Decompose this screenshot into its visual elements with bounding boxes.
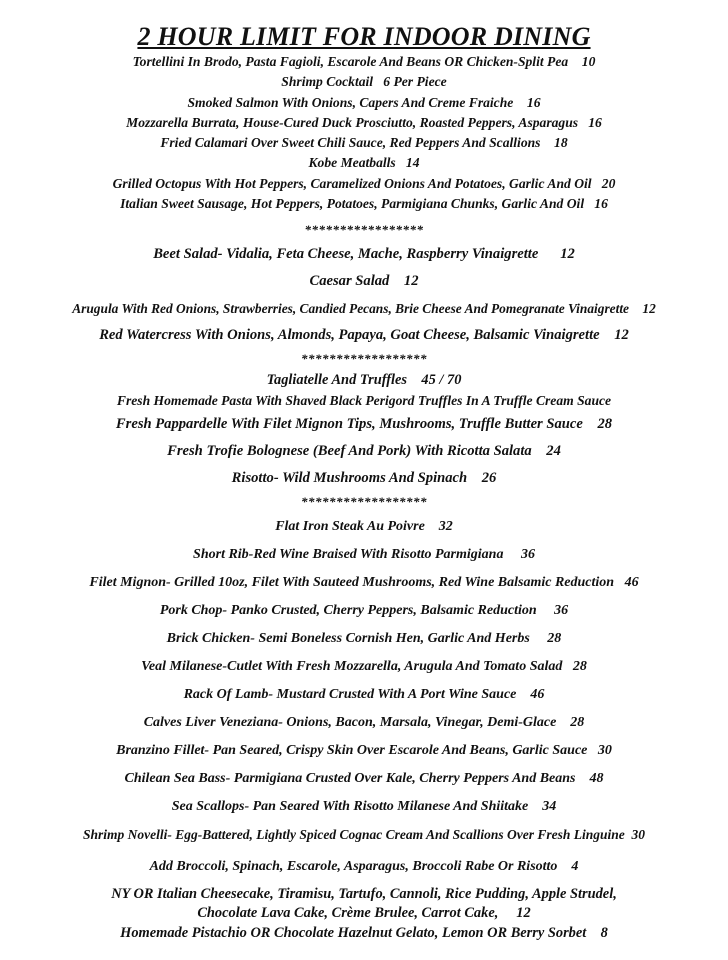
menu-item-red-watercress: Red Watercress With Onions, Almonds, Papaya, Goat Cheese, Balsamic Vinaigrette 12	[99, 326, 629, 343]
menu-item-sea-scallops: Sea Scallops- Pan Seared With Risotto Milanese And Shiitake 34	[171, 798, 557, 814]
menu-item-rack-of-lamb: Rack Of Lamb- Mustard Crusted With A Port Wine Sauce 46	[183, 686, 545, 702]
pasta-section	[0, 369, 728, 492]
menu-item-sides: Add Broccoli, Spinach, Escarole, Asparagus, Broccoli Rabe Or Risotto 4	[149, 858, 579, 874]
menu-item-tagliatelle-truffles: Tagliatelle And Truffles 45 / 70	[266, 371, 462, 388]
menu-item-calves-liver: Calves Liver Veneziana- Onions, Bacon, Marsala, Vinegar, Demi-Glace 28	[143, 714, 585, 730]
menu-item-kobe-meatballs: Kobe Meatballs 14	[308, 155, 420, 171]
menu-item-branzino: Branzino Fillet- Pan Seared, Crispy Skin Over Escarole And Beans, Garlic Sauce 30	[116, 742, 612, 758]
page-title: 2 HOUR LIMIT FOR INDOOR DINING	[137, 22, 591, 51]
menu-item-flat-iron-steak: Flat Iron Steak Au Poivre 32	[275, 518, 453, 534]
separator: ******************	[301, 350, 427, 366]
menu-item-caesar-salad: Caesar Salad 12	[309, 272, 419, 289]
menu-item-soups: Tortellini In Brodo, Pasta Fagioli, Escarole And Beans OR Chicken-Split Pea 10	[132, 54, 596, 69]
menu-item-filet-mignon: Filet Mignon- Grilled 10oz, Filet With Sauteed Mushrooms, Red Wine Balsamic Reduction 46	[89, 574, 639, 590]
menu-item-desserts: NY OR Italian Cheesecake, Tiramisu, Tartufo, Cannoli, Rice Pudding, Apple Strudel,	[111, 885, 617, 902]
menu-item-shrimp-novelli: Shrimp Novelli- Egg-Battered, Lightly Spiced Cognac Cream And Scallions Over Fresh Linguine 30	[82, 826, 646, 842]
menu-item-brick-chicken: Brick Chicken- Semi Boneless Cornish Hen, Garlic And Herbs 28	[166, 630, 562, 646]
menu-item-fried-calamari: Fried Calamari Over Sweet Chili Sauce, Red Peppers And Scallions 18	[160, 135, 568, 151]
menu-item-smoked-salmon: Smoked Salmon With Onions, Capers And Creme Fraiche 16	[187, 94, 541, 110]
menu-item-gelato-sorbet: Homemade Pistachio OR Chocolate Hazelnut Gelato, Lemon OR Berry Sorbet 8	[120, 924, 608, 941]
menu-item-pappardelle: Fresh Pappardelle With Filet Mignon Tips, Mushrooms, Truffle Butter Sauce 28	[115, 416, 613, 433]
menu-item-short-rib: Short Rib-Red Wine Braised With Risotto Parmigiana 36	[193, 546, 535, 562]
separator: ******************	[301, 494, 427, 510]
menu-item-mozzarella-burrata: Mozzarella Burrata, House-Cured Duck Prosciutto, Roasted Peppers, Asparagus 16	[126, 114, 602, 130]
menu-item-italian-sausage: Italian Sweet Sausage, Hot Peppers, Potatoes, Parmigiana Chunks, Garlic And Oil 16	[120, 196, 608, 212]
menu-item-veal-milanese: Veal Milanese-Cutlet With Fresh Mozzarella, Arugula And Tomato Salad 28	[141, 658, 587, 674]
menu-item-arugula-salad: Arugula With Red Onions, Strawberries, Candied Pecans, Brie Cheese And Pomegranate Vinaigrette 12	[72, 300, 656, 316]
menu-item-chilean-sea-bass: Chilean Sea Bass- Parmigiana Crusted Over Kale, Cherry Peppers And Beans 48	[124, 770, 604, 786]
appetizers-section	[0, 52, 728, 214]
menu-item-trofie-bolognese: Fresh Trofie Bolognese (Beef And Pork) With Ricotta Salata 24	[167, 443, 561, 460]
menu-item-shrimp-cocktail: Shrimp Cocktail 6 Per Piece	[281, 74, 447, 90]
salads-section	[0, 241, 728, 349]
menu-item-tagliatelle-description: Fresh Homemade Pasta With Shaved Black Perigord Truffles In A Truffle Cream Sauce	[116, 392, 612, 408]
menu-item-beet-salad: Beet Salad- Vidalia, Feta Cheese, Mache, Raspberry Vinaigrette 12	[153, 245, 575, 262]
menu-item-risotto: Risotto- Wild Mushrooms And Spinach 26	[231, 470, 497, 487]
menu-item-grilled-octopus: Grilled Octopus With Hot Peppers, Caramelized Onions And Potatoes, Garlic And Oil 20	[112, 175, 616, 191]
separator: *****************	[304, 222, 424, 238]
entrees-section	[0, 513, 728, 849]
menu-item-pork-chop: Pork Chop- Panko Crusted, Cherry Peppers, Balsamic Reduction 36	[159, 602, 569, 618]
desserts-section	[0, 885, 728, 944]
menu-item-desserts-continued: Chocolate Lava Cake, Crème Brulee, Carrot Cake, 12	[197, 905, 531, 922]
